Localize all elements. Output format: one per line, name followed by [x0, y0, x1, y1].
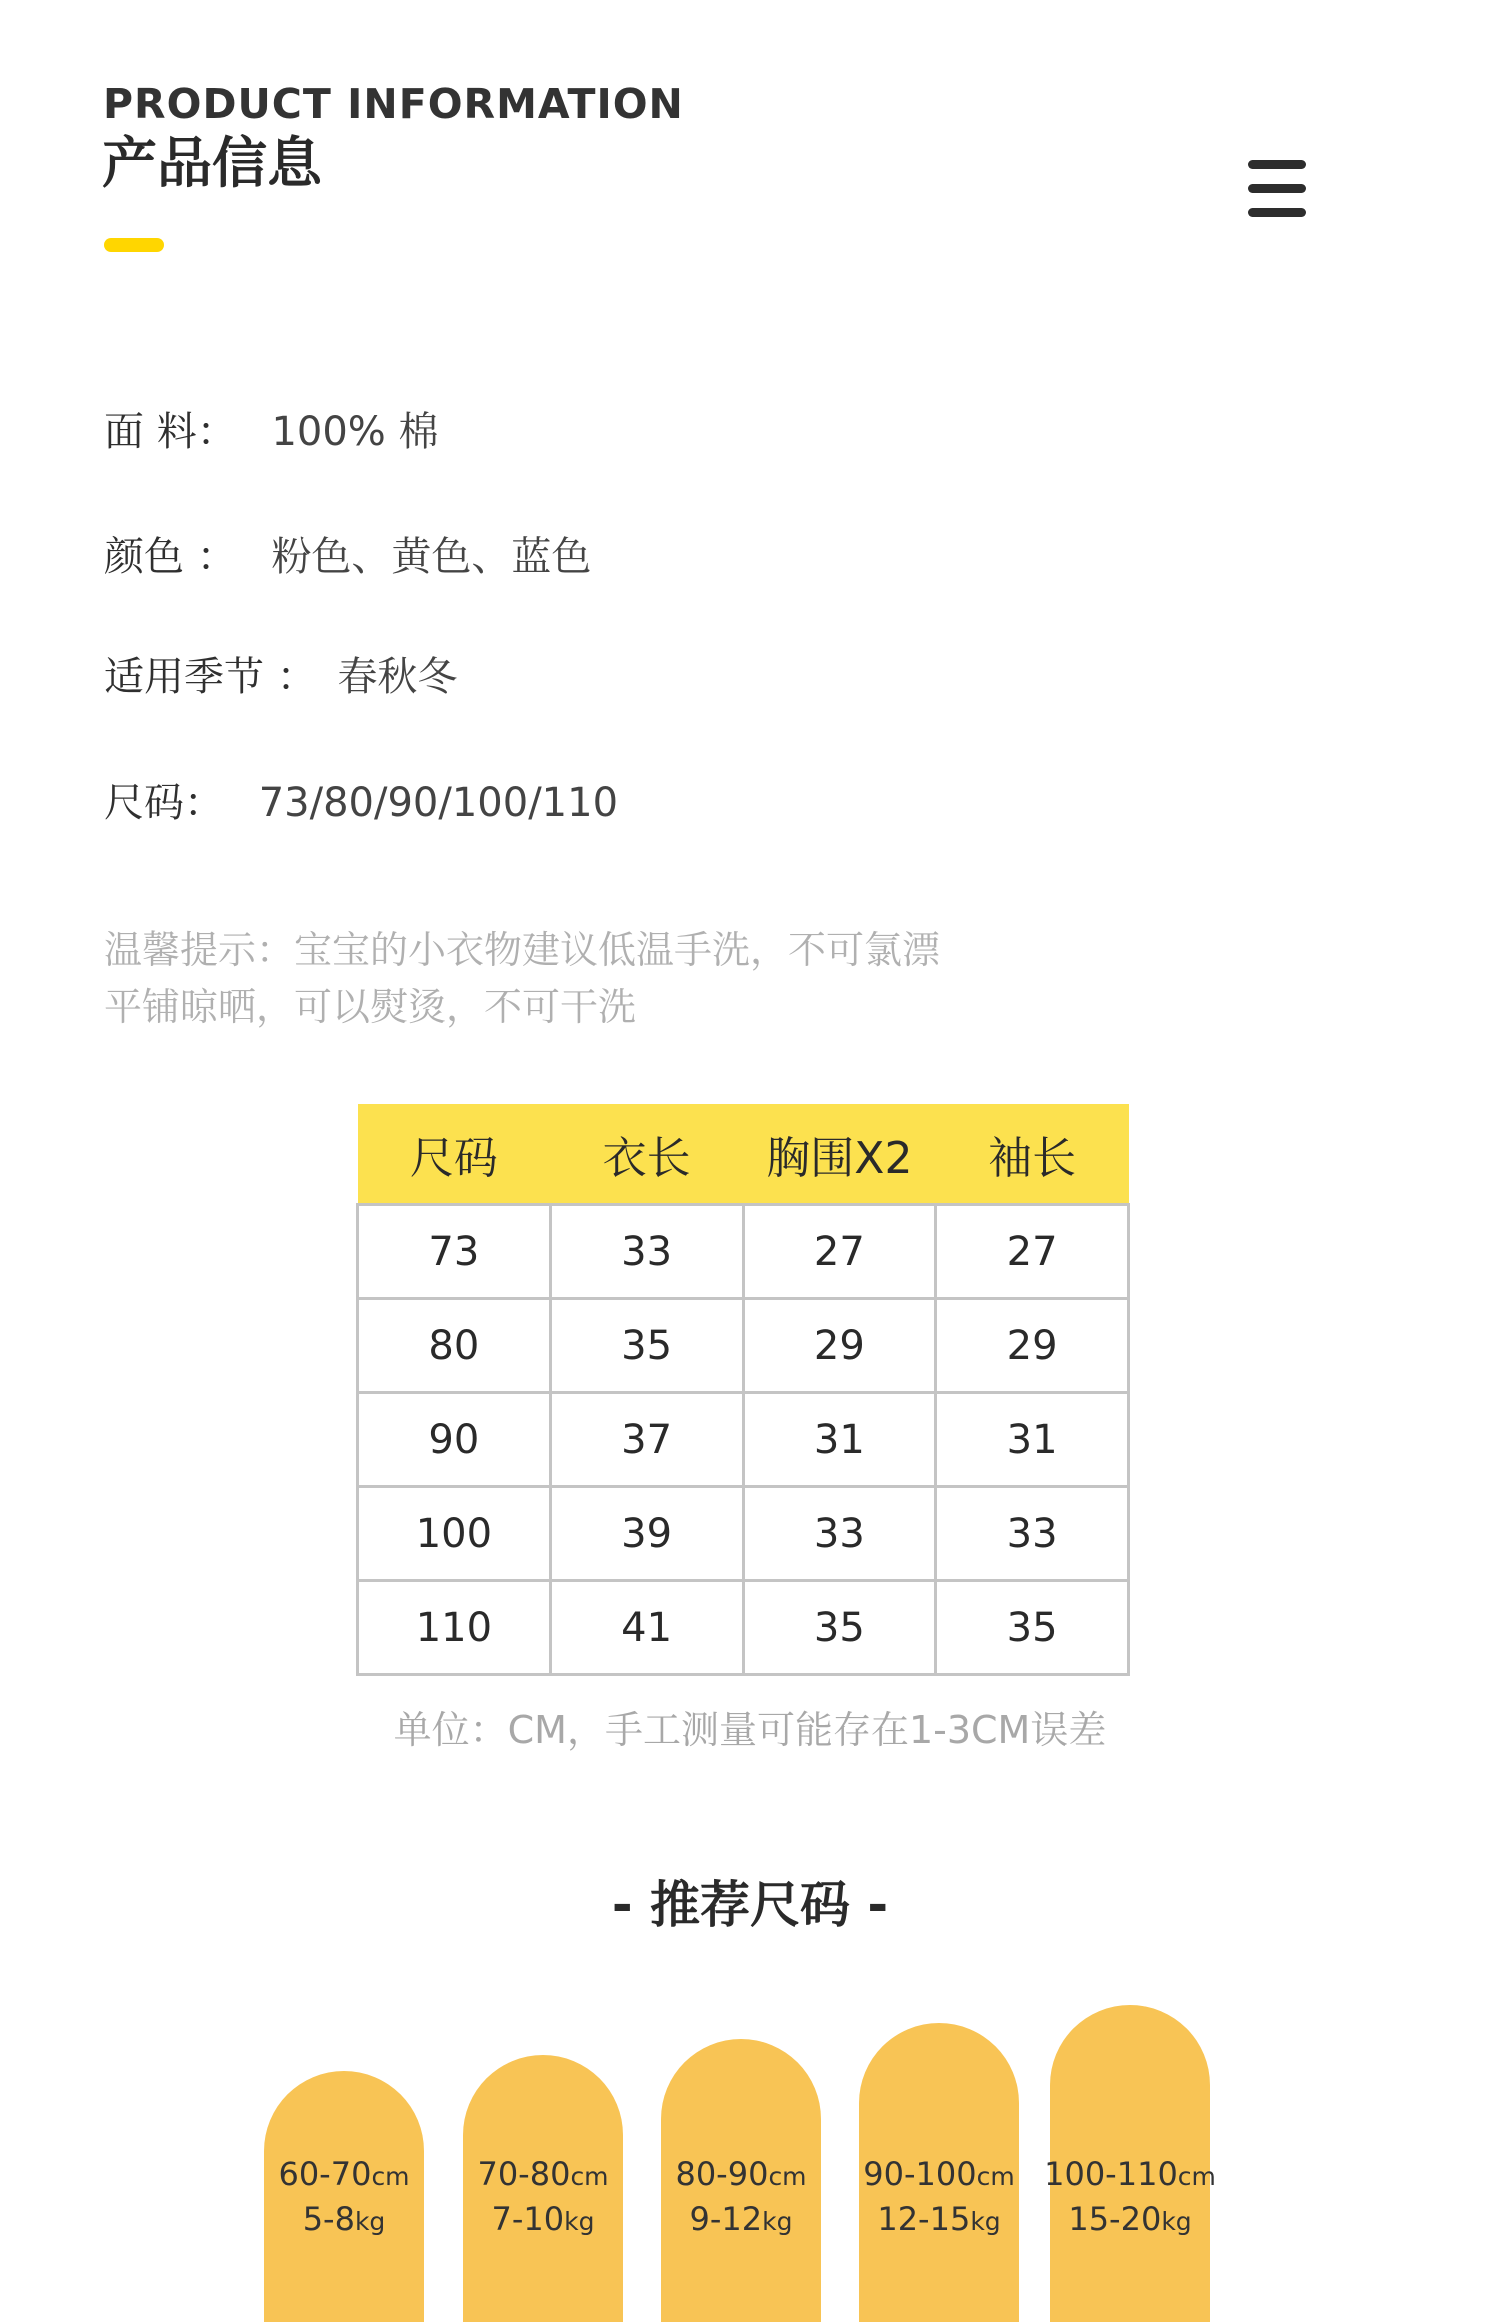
size-card-90-100	[859, 2023, 1019, 2322]
weight-value: 12-15	[877, 2200, 971, 2238]
care-tips	[104, 922, 940, 1036]
size-card-height	[651, 2153, 831, 2198]
fabric-value: 100% 棉	[271, 409, 439, 455]
weight-unit: kg	[564, 2207, 595, 2236]
height-value: 60-70	[278, 2155, 372, 2193]
table-cell: 27	[743, 1205, 936, 1299]
table-cell: 37	[550, 1393, 743, 1487]
table-row	[358, 1487, 1129, 1581]
table-cell: 39	[550, 1487, 743, 1581]
height-unit: cm	[371, 2162, 410, 2191]
size-card-80-90	[661, 2039, 821, 2322]
size-card-100-110	[1044, 2005, 1216, 2322]
height-unit: cm	[1177, 2162, 1216, 2191]
weight-unit: kg	[354, 2207, 386, 2236]
header-chest: 胸围X2	[743, 1104, 936, 1205]
title-accent-bar	[104, 238, 164, 252]
size-card-weight	[651, 2198, 831, 2243]
height-value: 90-100	[863, 2155, 977, 2193]
table-cell: 29	[743, 1299, 936, 1393]
weight-unit: kg	[970, 2207, 1001, 2236]
table-cell: 35	[550, 1299, 743, 1393]
weight-value: 5-8	[302, 2200, 355, 2238]
table-cell: 33	[743, 1487, 936, 1581]
weight-unit: kg	[1161, 2207, 1192, 2236]
size-card-weight	[1040, 2198, 1220, 2243]
height-unit: cm	[976, 2162, 1015, 2191]
menu-line	[1248, 160, 1306, 169]
info-season	[104, 654, 458, 700]
size-card-height	[453, 2153, 633, 2198]
table-cell: 33	[936, 1487, 1129, 1581]
section-title-english: PRODUCT INFORMATION	[103, 80, 684, 128]
size-card-70-80	[463, 2055, 623, 2322]
table-cell: 29	[936, 1299, 1129, 1393]
table-cell: 35	[936, 1581, 1129, 1675]
weight-value: 7-10	[491, 2200, 565, 2238]
height-value: 100-110	[1044, 2155, 1178, 2193]
height-unit: cm	[570, 2162, 609, 2191]
menu-line	[1248, 208, 1306, 217]
table-cell: 31	[936, 1393, 1129, 1487]
size-label: 尺码：	[104, 780, 224, 826]
size-chart-table	[356, 1104, 1130, 1676]
weight-value: 9-12	[689, 2200, 763, 2238]
recommend-title: - 推荐尺码 -	[611, 1876, 889, 1934]
header-size: 尺码	[358, 1104, 551, 1205]
height-value: 80-90	[675, 2155, 769, 2193]
table-row	[358, 1393, 1129, 1487]
table-cell: 33	[550, 1205, 743, 1299]
care-tips-line: 平铺晾晒，可以熨烫，不可干洗	[104, 985, 637, 1029]
size-card-height	[1040, 2153, 1220, 2198]
table-cell: 35	[743, 1581, 936, 1675]
table-row	[358, 1299, 1129, 1393]
size-card-60-70	[264, 2071, 424, 2322]
section-title-chinese: 产品信息	[102, 131, 323, 195]
table-cell: 100	[358, 1487, 551, 1581]
info-size	[104, 780, 619, 826]
table-cell: 80	[358, 1299, 551, 1393]
table-cell: 110	[358, 1581, 551, 1675]
weight-unit: kg	[762, 2207, 793, 2236]
height-value: 70-80	[477, 2155, 571, 2193]
weight-value: 15-20	[1068, 2200, 1162, 2238]
size-card-weight	[254, 2198, 434, 2243]
fabric-label: 面 料：	[104, 409, 237, 455]
table-header-row	[358, 1104, 1129, 1205]
table-row	[358, 1205, 1129, 1299]
table-cell: 31	[743, 1393, 936, 1487]
info-color	[104, 534, 592, 580]
menu-line	[1248, 184, 1306, 193]
size-value: 73/80/90/100/110	[258, 780, 619, 826]
header-length: 衣长	[550, 1104, 743, 1205]
hamburger-menu-icon[interactable]	[1246, 158, 1308, 220]
table-cell: 41	[550, 1581, 743, 1675]
unit-note: 单位：CM，手工测量可能存在1-3CM误差	[393, 1708, 1107, 1752]
table-cell: 27	[936, 1205, 1129, 1299]
color-label: 颜色 ：	[104, 534, 237, 580]
care-tips-line: 温馨提示：宝宝的小衣物建议低温手洗，不可氯漂	[104, 928, 941, 972]
height-unit: cm	[768, 2162, 807, 2191]
size-card-height	[849, 2153, 1029, 2198]
color-value: 粉色、黄色、蓝色	[271, 534, 592, 580]
header-sleeve: 袖长	[936, 1104, 1129, 1205]
table-cell: 90	[358, 1393, 551, 1487]
size-card-weight	[453, 2198, 633, 2243]
table-cell: 73	[358, 1205, 551, 1299]
info-fabric	[104, 409, 439, 455]
table-row	[358, 1581, 1129, 1675]
size-card-height	[254, 2153, 434, 2198]
size-card-weight	[849, 2198, 1029, 2243]
season-label: 适用季节 ：	[104, 654, 317, 700]
season-value: 春秋冬	[337, 654, 458, 700]
